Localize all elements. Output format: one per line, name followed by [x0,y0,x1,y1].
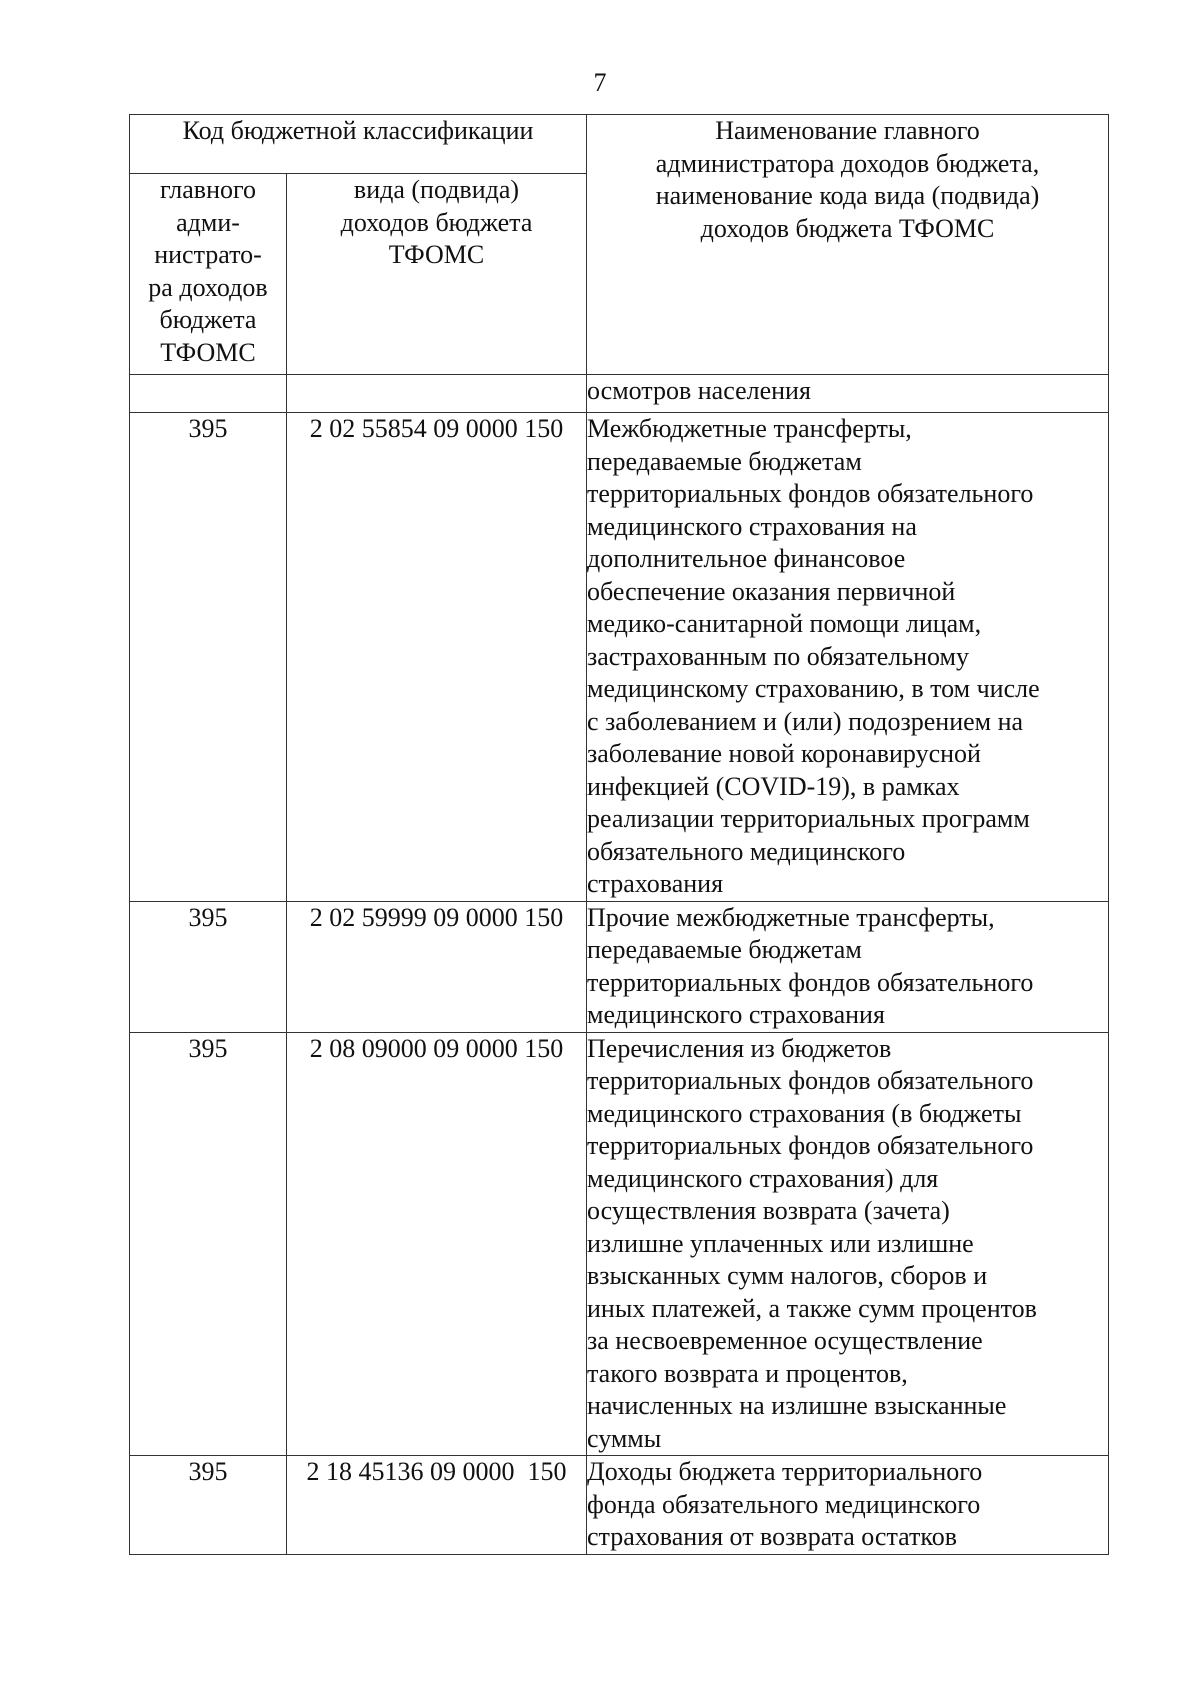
income-name-line: страхования от возврата остатков [587,1522,957,1551]
income-name-cell [587,1032,1109,1456]
income-name-cell [587,413,1109,902]
kind-code-cell: 2 08 09000 09 0000 150 [287,1032,587,1456]
income-name-line: страхования [587,869,724,898]
table-row [130,1032,1109,1456]
table-row [130,901,1109,1032]
header-kind-line: вида (подвида) [353,175,520,204]
income-name-line: территориальных фондов обязательного [587,967,1034,997]
income-name-line: Прочие межбюджетные трансферты, [587,902,995,932]
admin-code-cell: 395 [130,1456,287,1555]
income-name-cell [587,375,1109,413]
header-name-line: Наименование главного [715,116,980,145]
kind-code-cell: 2 02 55854 09 0000 150 [287,413,587,902]
income-name-line: с заболеванием и (или) подозрением на [587,706,1024,736]
income-name-line: Перечисления из бюджетов [587,1033,892,1063]
header-row-group [130,115,1109,174]
header-admin-line: нистрато- [154,240,262,269]
income-name-line: начисленных на излишне взысканные [587,1391,1007,1420]
header-admin-line: главного [159,175,257,204]
table-row [130,413,1109,902]
income-name-line: заболевание новой коронавирусной [587,739,981,768]
kind-code-cell: 2 02 59999 09 0000 150 [287,901,587,1032]
income-name-line: медико-санитарной помощи лицам, [587,609,982,638]
admin-code-cell: 395 [130,1032,287,1456]
admin-code-cell: 395 [130,901,287,1032]
income-name-line: застрахованным по обязательному [587,641,970,671]
income-name-line: обеспечение оказания первичной [587,576,956,606]
income-name-line: Межбюджетные трансферты, [587,414,912,443]
income-name-line: фонда обязательного медицинского [587,1489,981,1519]
income-name-line: осмотров населения [587,376,811,405]
income-name-line: реализации территориальных программ [587,804,1030,833]
income-name-line: передаваемые бюджетам [587,446,862,476]
budget-classification-table [129,114,1109,1555]
income-name-line: медицинского страхования) для [587,1163,939,1193]
page-number: 7 [593,68,607,97]
income-name-line: за несвоевременное осуществление [587,1326,983,1355]
income-name-line: медицинского страхования на [587,511,917,541]
income-name-line: медицинскому страхованию, в том числе [587,674,1040,703]
header-name-column [587,115,1109,375]
income-name-line: суммы [587,1423,662,1453]
admin-code-cell: 395 [130,413,287,902]
income-name-line: Доходы бюджета территориального [587,1457,983,1486]
header-admin-column [130,174,287,375]
header-kind-line: ТФОМС [388,240,485,269]
header-admin-line: ра доходов [148,272,268,302]
header-admin-line: бюджета [159,305,257,334]
header-name-line: наименование кода вида (подвида) [655,181,1040,210]
kind-code-cell: 2 18 45136 09 0000 150 [287,1456,587,1555]
header-admin-line: ТФОМС [160,337,256,367]
income-name-line: территориальных фондов обязательного [587,1131,1034,1160]
kind-code-cell [287,375,587,413]
admin-code-cell [130,375,287,413]
income-name-cell [587,901,1109,1032]
income-name-line: взысканных сумм налогов, сборов и [587,1261,988,1290]
income-name-line: иных платежей, а также сумм процентов [587,1293,1037,1323]
header-name-line: администратора доходов бюджета, [655,148,1040,178]
header-name-line: доходов бюджета ТФОМС [700,213,995,243]
income-name-line: обязательного медицинского [587,836,906,866]
header-kind-line: доходов бюджета [340,207,533,237]
income-name-line: передаваемые бюджетам [587,935,862,964]
income-name-line: территориальных фондов обязательного [587,479,1034,508]
income-name-line: дополнительное финансовое [587,544,906,573]
income-name-line: такого возврата и процентов, [587,1358,908,1388]
header-group-title: Код бюджетной классификации [130,115,587,174]
header-kind-column [287,174,587,375]
income-name-line: инфекцией (COVID-19), в рамках [587,771,960,801]
header-admin-line: адми- [176,207,240,237]
income-name-line: территориальных фондов обязательного [587,1066,1034,1095]
income-name-cell [587,1456,1109,1555]
table-row [130,375,1109,413]
income-name-line: медицинского страхования [587,1000,885,1029]
income-name-line: излишне уплаченных или излишне [587,1228,974,1258]
income-name-line: осуществления возврата (зачета) [587,1196,950,1225]
income-name-line: медицинского страхования (в бюджеты [587,1098,1022,1128]
table-row [130,1456,1109,1555]
